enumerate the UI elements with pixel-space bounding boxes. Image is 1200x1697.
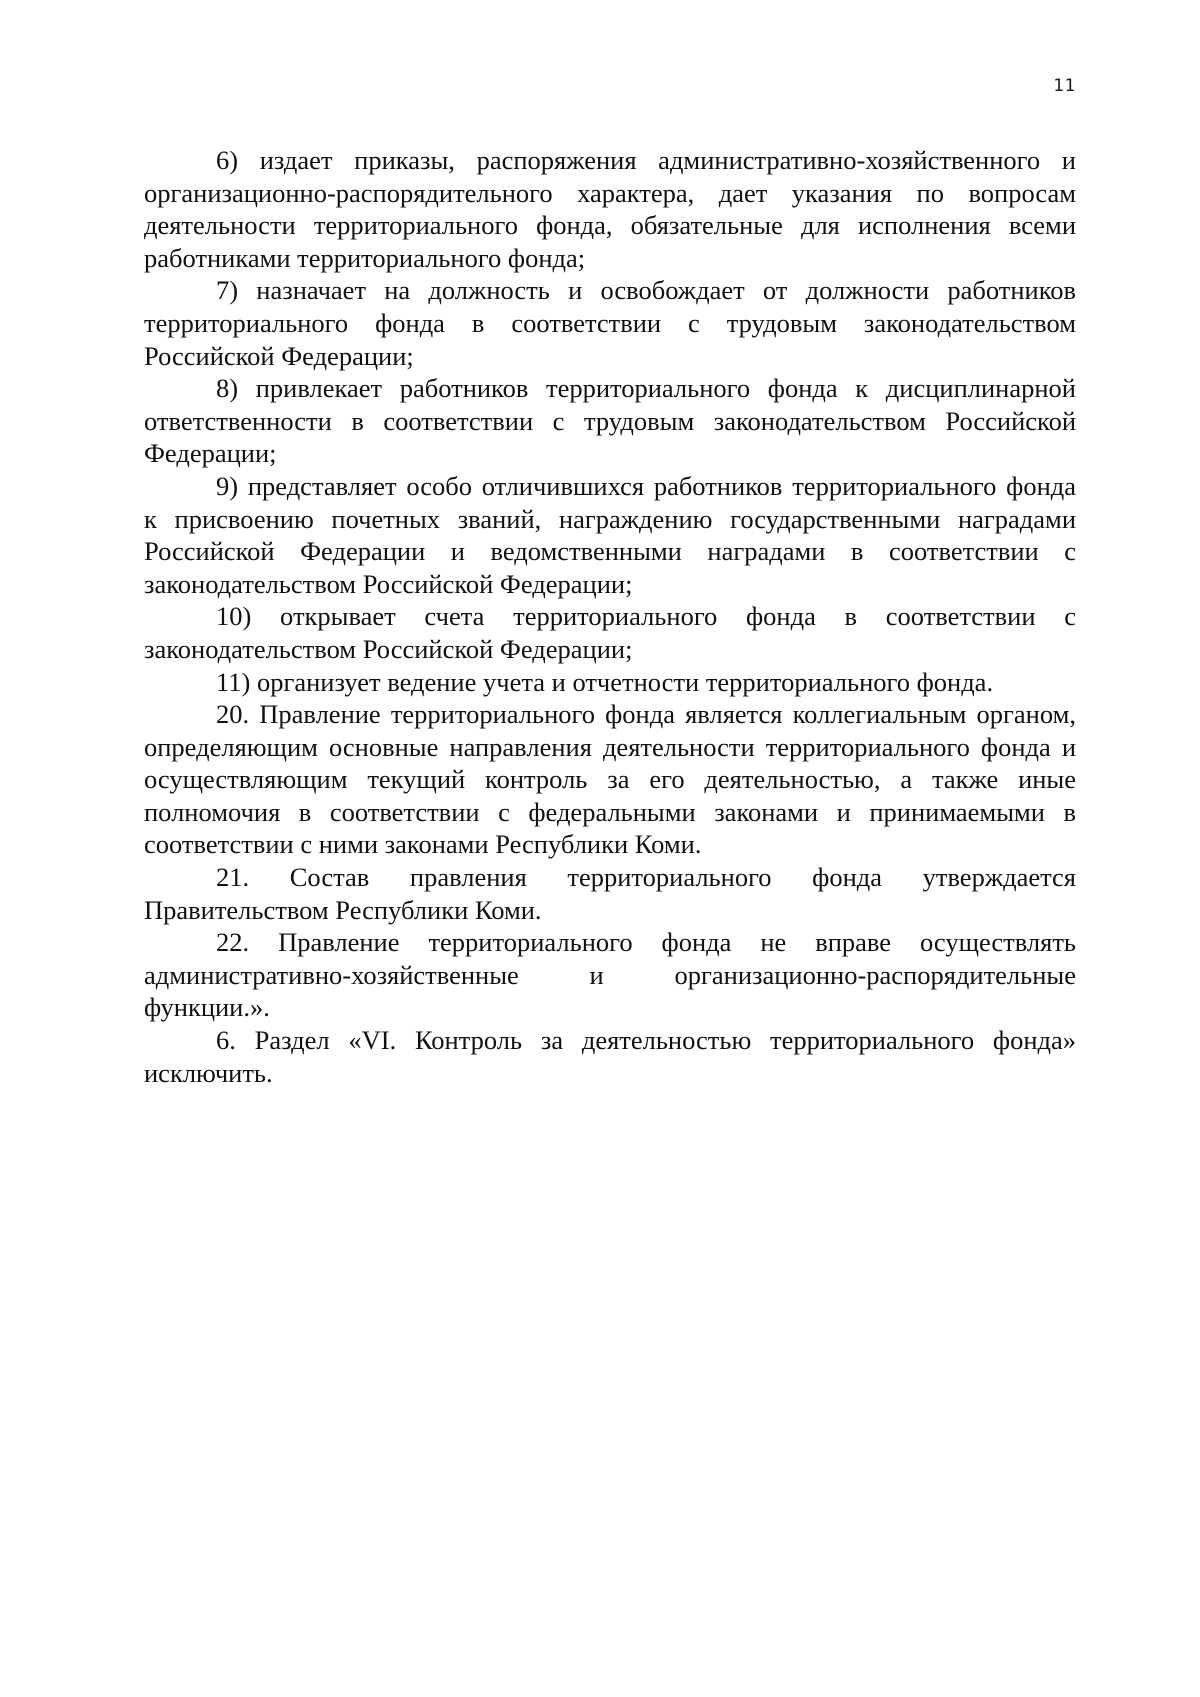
- paragraph-clause-21: 21. Состав правления территориального фонда утверждается Правительством Республики Коми.: [144, 862, 1076, 925]
- page-number: 11: [1053, 76, 1076, 96]
- paragraph-amendment-6: 6. Раздел «VI. Контроль за деятельностью территориального фонда» исключить.: [144, 1025, 1076, 1088]
- paragraph-clause-22: 22. Правление территориального фонда не вправе осуществлять административно-хозяйственные и организационно-распорядительные функции.».: [144, 927, 1076, 1023]
- paragraph-item-8: 8) привлекает работников территориального фонда к дисциплинарной ответственности в соответствии с трудовым законодательством Российской Федерации;: [144, 373, 1076, 469]
- paragraph-item-7: 7) назначает на должность и освобождает от должности работников территориального фонда в соответствии с трудовым законодательством Российской Федерации;: [144, 275, 1076, 371]
- document-body: [144, 144, 1076, 1089]
- paragraph-clause-20: 20. Правление территориального фонда является коллегиальным органом, определяющим основные направления деятельности территориального фонда и осуществляющим текущий контроль за его деятельностью, а также иные полномочия в соответствии с федеральными законами и принимаемыми в соответствии с ними законами Республики Коми.: [144, 699, 1076, 860]
- paragraph-item-6: 6) издает приказы, распоряжения административно-хозяйственного и организационно-распорядительного характера, дает указания по вопросам деятельности территориального фонда, обязательные для исполнения всеми работниками территориального фонда;: [144, 145, 1076, 273]
- paragraph-item-9: 9) представляет особо отличившихся работников территориального фонда к присвоению почетных званий, награждению государственными наградами Российской Федерации и ведомственными наградами в соответствии с законодательством Российской Федерации;: [144, 470, 1076, 599]
- paragraph-item-10: 10) открывает счета территориального фонда в соответствии с законодательством Российской Федерации;: [144, 601, 1076, 664]
- paragraph-item-11: 11) организует ведение учета и отчетности территориального фонда.: [216, 666, 994, 697]
